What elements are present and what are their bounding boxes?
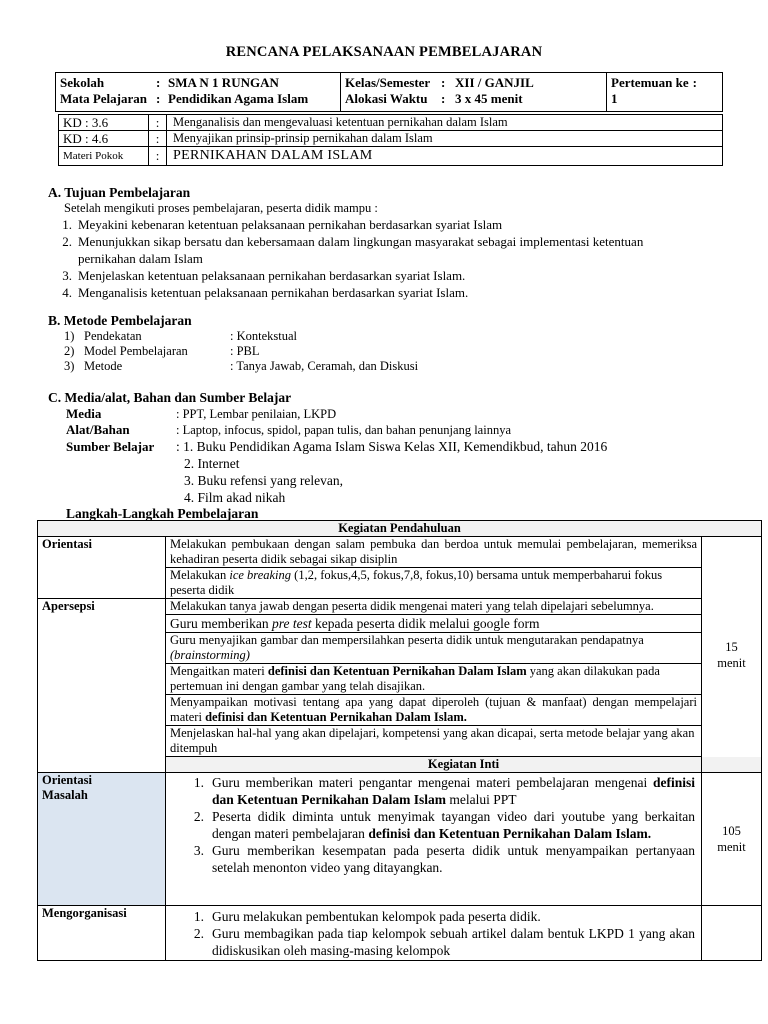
- alokasi-value: 3 x 45 menit: [455, 91, 523, 106]
- mapel-label: Mata Pelajaran: [60, 91, 148, 106]
- sumber-row: Sumber Belajar : 1. Buku Pendidikan Agama Islam Siswa Kelas XII, Kemendikbud, tahun 2016: [66, 439, 608, 454]
- time-cell: [702, 906, 762, 961]
- sumber-item: 2. Internet: [184, 456, 240, 471]
- pendahuluan-title: Kegiatan Pendahuluan: [38, 521, 762, 537]
- kelas-label: Kelas/Semester: [345, 75, 431, 90]
- kd-text: Menganalisis dan mengevaluasi ketentuan pernikahan dalam Islam: [173, 115, 508, 129]
- kd-row: [59, 115, 722, 131]
- table-row: [38, 599, 762, 615]
- colon: :: [441, 91, 446, 106]
- section-heading: C. Media/alat, Bahan dan Sumber Belajar: [48, 390, 292, 405]
- list-item: 2. Menunjukkan sikap bersatu dan kebersamaan dalam lingkungan masyarakat sebagai implementasi ketentuan pernikahan dalam Islam: [62, 234, 644, 266]
- document-title: RENCANA PELAKSANAAN PEMBELAJARAN: [225, 44, 543, 60]
- kd-box: [58, 114, 723, 166]
- list-item: 3. Guru memberikan kesempatan pada peserta didik untuk menyampaikan pertanyaan setelah menonton video yang ditayangkan.: [193, 843, 695, 875]
- header-school-cell: [56, 73, 341, 111]
- media-row: Media : PPT, Lembar penilaian, LKPD: [66, 406, 337, 421]
- table-row: [38, 906, 762, 961]
- materi-label: Materi Pokok: [59, 147, 149, 165]
- section-metode: [48, 313, 718, 374]
- colon: :: [156, 91, 161, 106]
- table-cell: Menjelaskan hal-hal yang akan dipelajari, kompetensi yang akan dicapai, serta metode belajar yang akan ditempuh: [166, 726, 702, 757]
- list-item: 2. Peserta didik diminta untuk menyimak tayangan video dari youtube yang berkaitan dengan materi pembelajaran definisi dan Ketentuan Pernikahan Dalam Islam.: [193, 809, 695, 841]
- table-cell: [166, 773, 702, 906]
- table-cell: Mengaitkan materi definisi dan Ketentuan Pernikahan Dalam Islam yang akan dilakukan pada pertemuan ini dengan gambar yang telah disajikan.: [166, 664, 702, 695]
- table-band: [38, 521, 762, 537]
- list-item: 3) Metode : Tanya Jawab, Ceramah, dan Diskusi: [64, 359, 419, 373]
- mapel-value: Pendidikan Agama Islam: [168, 91, 309, 106]
- kelas-value: XII / GANJIL: [455, 75, 534, 90]
- section-tujuan: [48, 185, 718, 301]
- alokasi-label: Alokasi Waktu: [345, 91, 428, 106]
- colon: :: [156, 75, 161, 90]
- kd-label: KD : 4.6: [59, 131, 149, 146]
- sekolah-label: Sekolah: [60, 75, 105, 90]
- list-item: 1. Meyakini kebenaran ketentuan pelaksanaan pernikahan berdasarkan syariat Islam: [62, 217, 503, 232]
- pertemuan-label: Pertemuan ke: [611, 75, 689, 90]
- pertemuan-value: 1: [611, 91, 618, 106]
- table-cell: Melakukan pembukaan dengan salam pembuka dan berdoa untuk memulai pembelajaran, memeriksa kehadiran peserta didik sebagai sikap disiplin: [166, 537, 702, 568]
- sumber-item: 4. Film akad nikah: [184, 490, 286, 505]
- table-row: [38, 773, 762, 906]
- kd-sep: :: [149, 115, 167, 130]
- kd-text: Menyajikan prinsip-prinsip pernikahan dalam Islam: [173, 131, 433, 145]
- time-cell: 15 menit: [702, 537, 762, 773]
- sekolah-value: SMA N 1 RUNGAN: [168, 75, 279, 90]
- table-cell: Menyampaikan motivasi tentang apa yang dapat diperoleh (tujuan & manfaat) dengan mempelajari materi definisi dan Ketentuan Pernikahan Dalam Islam.: [166, 695, 702, 726]
- section-media: [48, 390, 728, 522]
- table-cell: Melakukan tanya jawab dengan peserta didik mengenai materi yang telah dipelajari sebelumnya.: [166, 599, 702, 615]
- kd-row: [59, 131, 722, 147]
- orientasi-masalah-label: Orientasi Masalah: [38, 773, 166, 906]
- mengorganisasi-label: Mengorganisasi: [38, 906, 166, 961]
- orientasi-label: Orientasi: [38, 537, 166, 599]
- section-heading: B. Metode Pembelajaran: [48, 313, 192, 328]
- colon: :: [692, 75, 697, 90]
- list-item: 4. Menganalisis ketentuan pelaksanaan pernikahan berdasarkan syariat Islam.: [62, 285, 469, 300]
- table-cell: Guru memberikan pre test kepada peserta didik melalui google form: [166, 615, 702, 633]
- list-item: 1. Guru memberikan materi pengantar mengenai materi pembelajaran mengenai definisi dan Ketentuan Pernikahan Dalam Islam melalui PPT: [193, 775, 695, 807]
- header-box: [55, 72, 723, 112]
- alat-row: Alat/Bahan : Laptop, infocus, spidol, papan tulis, dan bahan penunjang lainnya: [66, 422, 511, 437]
- list-item: 1) Pendekatan : Kontekstual: [64, 329, 298, 343]
- list-item: 2) Model Pembelajaran : PBL: [64, 344, 260, 358]
- kd-label: KD : 3.6: [59, 115, 149, 130]
- list-item: 3. Menjelaskan ketentuan pelaksanaan pernikahan berdasarkan syariat Islam.: [62, 268, 466, 283]
- time-cell: 105 menit: [702, 773, 762, 906]
- section-intro: Setelah mengikuti proses pembelajaran, peserta didik mampu :: [64, 201, 378, 215]
- colon: :: [441, 75, 446, 90]
- table-row: [38, 537, 762, 568]
- langkah-table: [37, 520, 762, 961]
- table-cell: Melakukan ice breaking (1,2, fokus,4,5, fokus,7,8, fokus,10) bersama untuk memperbaharui fokus peserta didik: [166, 568, 702, 599]
- table-cell: [166, 906, 702, 961]
- table-cell: Guru menyajikan gambar dan mempersilahkan peserta didik untuk mengutarakan pendapatnya (brainstorming): [166, 633, 702, 664]
- header-meeting-cell: [607, 73, 722, 111]
- langkah-heading: Langkah-Langkah Pembelajaran: [66, 506, 259, 521]
- header-class-cell: [341, 73, 607, 111]
- list-item: 1. Guru melakukan pembentukan kelompok pada peserta didik.: [193, 909, 541, 924]
- apersepsi-label: Apersepsi: [38, 599, 166, 773]
- sumber-item: 3. Buku refensi yang relevan,: [184, 473, 343, 488]
- kd-sep: :: [149, 131, 167, 146]
- inti-title: Kegiatan Inti: [166, 757, 762, 773]
- materi-pokok-row: [59, 147, 722, 165]
- materi-text: PERNIKAHAN DALAM ISLAM: [173, 148, 373, 163]
- materi-sep: :: [149, 147, 167, 165]
- list-item: 2. Guru membagikan pada tiap kelompok sebuah artikel dalam bentuk LKPD 1 yang akan didiskusikan oleh masing-masing kelompok: [193, 926, 695, 958]
- section-heading: A. Tujuan Pembelajaran: [48, 185, 191, 200]
